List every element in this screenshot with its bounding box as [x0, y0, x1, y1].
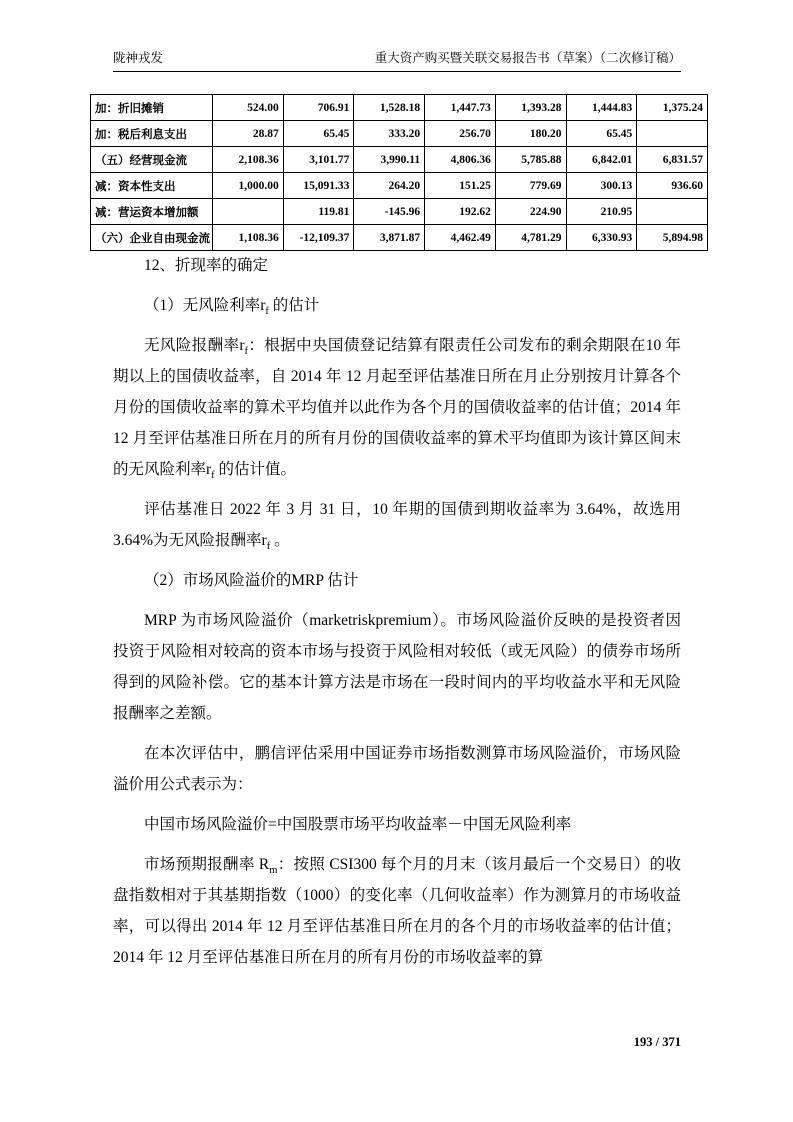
subscript: f [265, 306, 269, 318]
table-cell: 1,375.24 [637, 95, 708, 121]
row-label: （六）企业自由现金流 [91, 225, 213, 251]
table-cell: 779.69 [495, 173, 566, 199]
table-cell: 151.25 [425, 173, 496, 199]
table-cell: 180.20 [495, 121, 566, 147]
table-cell: 706.91 [283, 95, 354, 121]
table-row [91, 121, 708, 147]
page-header [113, 48, 681, 72]
row-label: 加：折旧摊销 [91, 95, 213, 121]
paragraph-risk-free-definition [113, 330, 681, 485]
table-cell: 256.70 [425, 121, 496, 147]
table-cell: 1,528.18 [354, 95, 425, 121]
page-number: 193 / 371 [633, 1035, 681, 1049]
table-cell: 192.62 [425, 199, 496, 225]
table-cell: 2,108.36 [213, 147, 284, 173]
heading-text: （1）无风险利率r [144, 297, 266, 314]
table-cell [637, 199, 708, 225]
table-cell: 333.20 [354, 121, 425, 147]
table-cell: 1,447.73 [425, 95, 496, 121]
row-label: 加：税后利息支出 [91, 121, 213, 147]
table-cell: 1,108.36 [213, 225, 284, 251]
paragraph-text: ：按照 CSI300 每个月的月末（该月最后一个交易日）的收盘指数相对于其基期指数（1000）的变化率（几何收益率）作为测算月的市场收益率，可以得出 2014 年 12 月至评估基准日所在月的各个月的市场收益率的估计值；2014 年 12 月至评估基准日所在月的所有月份的市场收益率的算 [113, 856, 682, 966]
table-cell: 224.90 [495, 199, 566, 225]
table-cell: 6,831.57 [637, 147, 708, 173]
paragraph-text: 评估基准日 2022 年 3 月 31 日，10 年期的国债到期收益率为 3.64%，故选用 3.64%为无风险报酬率r [113, 501, 681, 549]
table-cell: 264.20 [354, 173, 425, 199]
paragraph-mrp-method: 在本次评估中，鹏信评估采用中国证券市场指数测算市场风险溢价，市场风险溢价用公式表示为： [113, 745, 681, 793]
cash-flow-table [90, 94, 708, 251]
paragraph-base-date-yield [113, 494, 681, 556]
table-cell: 524.00 [213, 95, 284, 121]
subscript: f [244, 346, 249, 358]
subsection-heading-mrp: （2）市场风险溢价的MRP 估计 [144, 572, 359, 589]
table-cell: 65.45 [283, 121, 354, 147]
paragraph-text: 。 [270, 532, 290, 549]
table-row [91, 199, 708, 225]
table-cell: 936.60 [637, 173, 708, 199]
row-label: 减：资本性支出 [91, 173, 213, 199]
paragraph-text: 的估计值。 [214, 461, 297, 478]
row-label: （五）经营现金流 [91, 147, 213, 173]
table-cell: 5,785.88 [495, 147, 566, 173]
subscript: m [269, 865, 278, 877]
table-cell: 4,806.36 [425, 147, 496, 173]
table-cell: 210.95 [566, 199, 637, 225]
table-cell: 4,781.29 [495, 225, 566, 251]
subsection-heading-risk-free-rate [113, 290, 681, 321]
table-cell: 28.87 [213, 121, 284, 147]
subscript: f [211, 470, 215, 482]
table-cell: -145.96 [354, 199, 425, 225]
table-cell: 1,000.00 [213, 173, 284, 199]
table-cell: 6,330.93 [566, 225, 637, 251]
table-cell [637, 121, 708, 147]
row-label: 减：营运资本增加额 [91, 199, 213, 225]
table-cell: 6,842.01 [566, 147, 637, 173]
cash-flow-table-wrap [90, 94, 708, 251]
header-doc-name: 陇神戎发 [113, 51, 164, 65]
section-heading-discount-rate: 12、折现率的确定 [144, 257, 269, 274]
table-cell: 3,990.11 [354, 147, 425, 173]
table-cell: 3,871.87 [354, 225, 425, 251]
header-report-title: 重大资产购买暨关联交易报告书（草案）（二次修订稿） [374, 51, 681, 65]
subscript: f [266, 541, 271, 553]
table-cell [213, 199, 284, 225]
table-row [91, 173, 708, 199]
table-cell: 5,894.98 [637, 225, 708, 251]
table-row [91, 95, 708, 121]
paragraph-text: ：根据中央国债登记结算有限责任公司发布的剩余期限在10 年期以上的国债收益率，自 2014 年 12 月起至评估基准日所在月止分别按月计算各个月份的国债收益率的算术平均值并以此作为各个月的国债收益率的估计值；2014 年 12 月至评估基准日所在月的所有月份的国债收益率的算术平均值即为该计算区间末的无风险利率r [113, 337, 681, 478]
table-cell: 119.81 [283, 199, 354, 225]
paragraph-mrp-definition: MRP 为市场风险溢价（marketriskpremium）。市场风险溢价反映的是投资者因投资于风险相对较高的资本市场与投资于风险相对较低（或无风险）的债券市场所得到的风险补偿。它的基本计算方法是市场在一段时间内的平均收益水平和无风险报酬率之差额。 [113, 612, 681, 722]
heading-text: 的估计 [268, 297, 320, 314]
paragraph-text: 市场预期报酬率 R [144, 856, 270, 873]
table-cell: 4,462.49 [425, 225, 496, 251]
table-row [91, 225, 708, 251]
paragraph-text: 无风险报酬率r [144, 337, 245, 354]
paragraph-expected-market-return [113, 849, 681, 973]
table-cell: 1,393.28 [495, 95, 566, 121]
body-text [113, 250, 681, 982]
table-cell: 300.13 [566, 173, 637, 199]
table-cell: 1,444.83 [566, 95, 637, 121]
table-cell: 65.45 [566, 121, 637, 147]
formula-line: 中国市场风险溢价=中国股票市场平均收益率－中国无风险利率 [144, 816, 572, 833]
table-cell: -12,109.37 [283, 225, 354, 251]
table-cell: 15,091.33 [283, 173, 354, 199]
table-cell: 3,101.77 [283, 147, 354, 173]
table-row [91, 147, 708, 173]
